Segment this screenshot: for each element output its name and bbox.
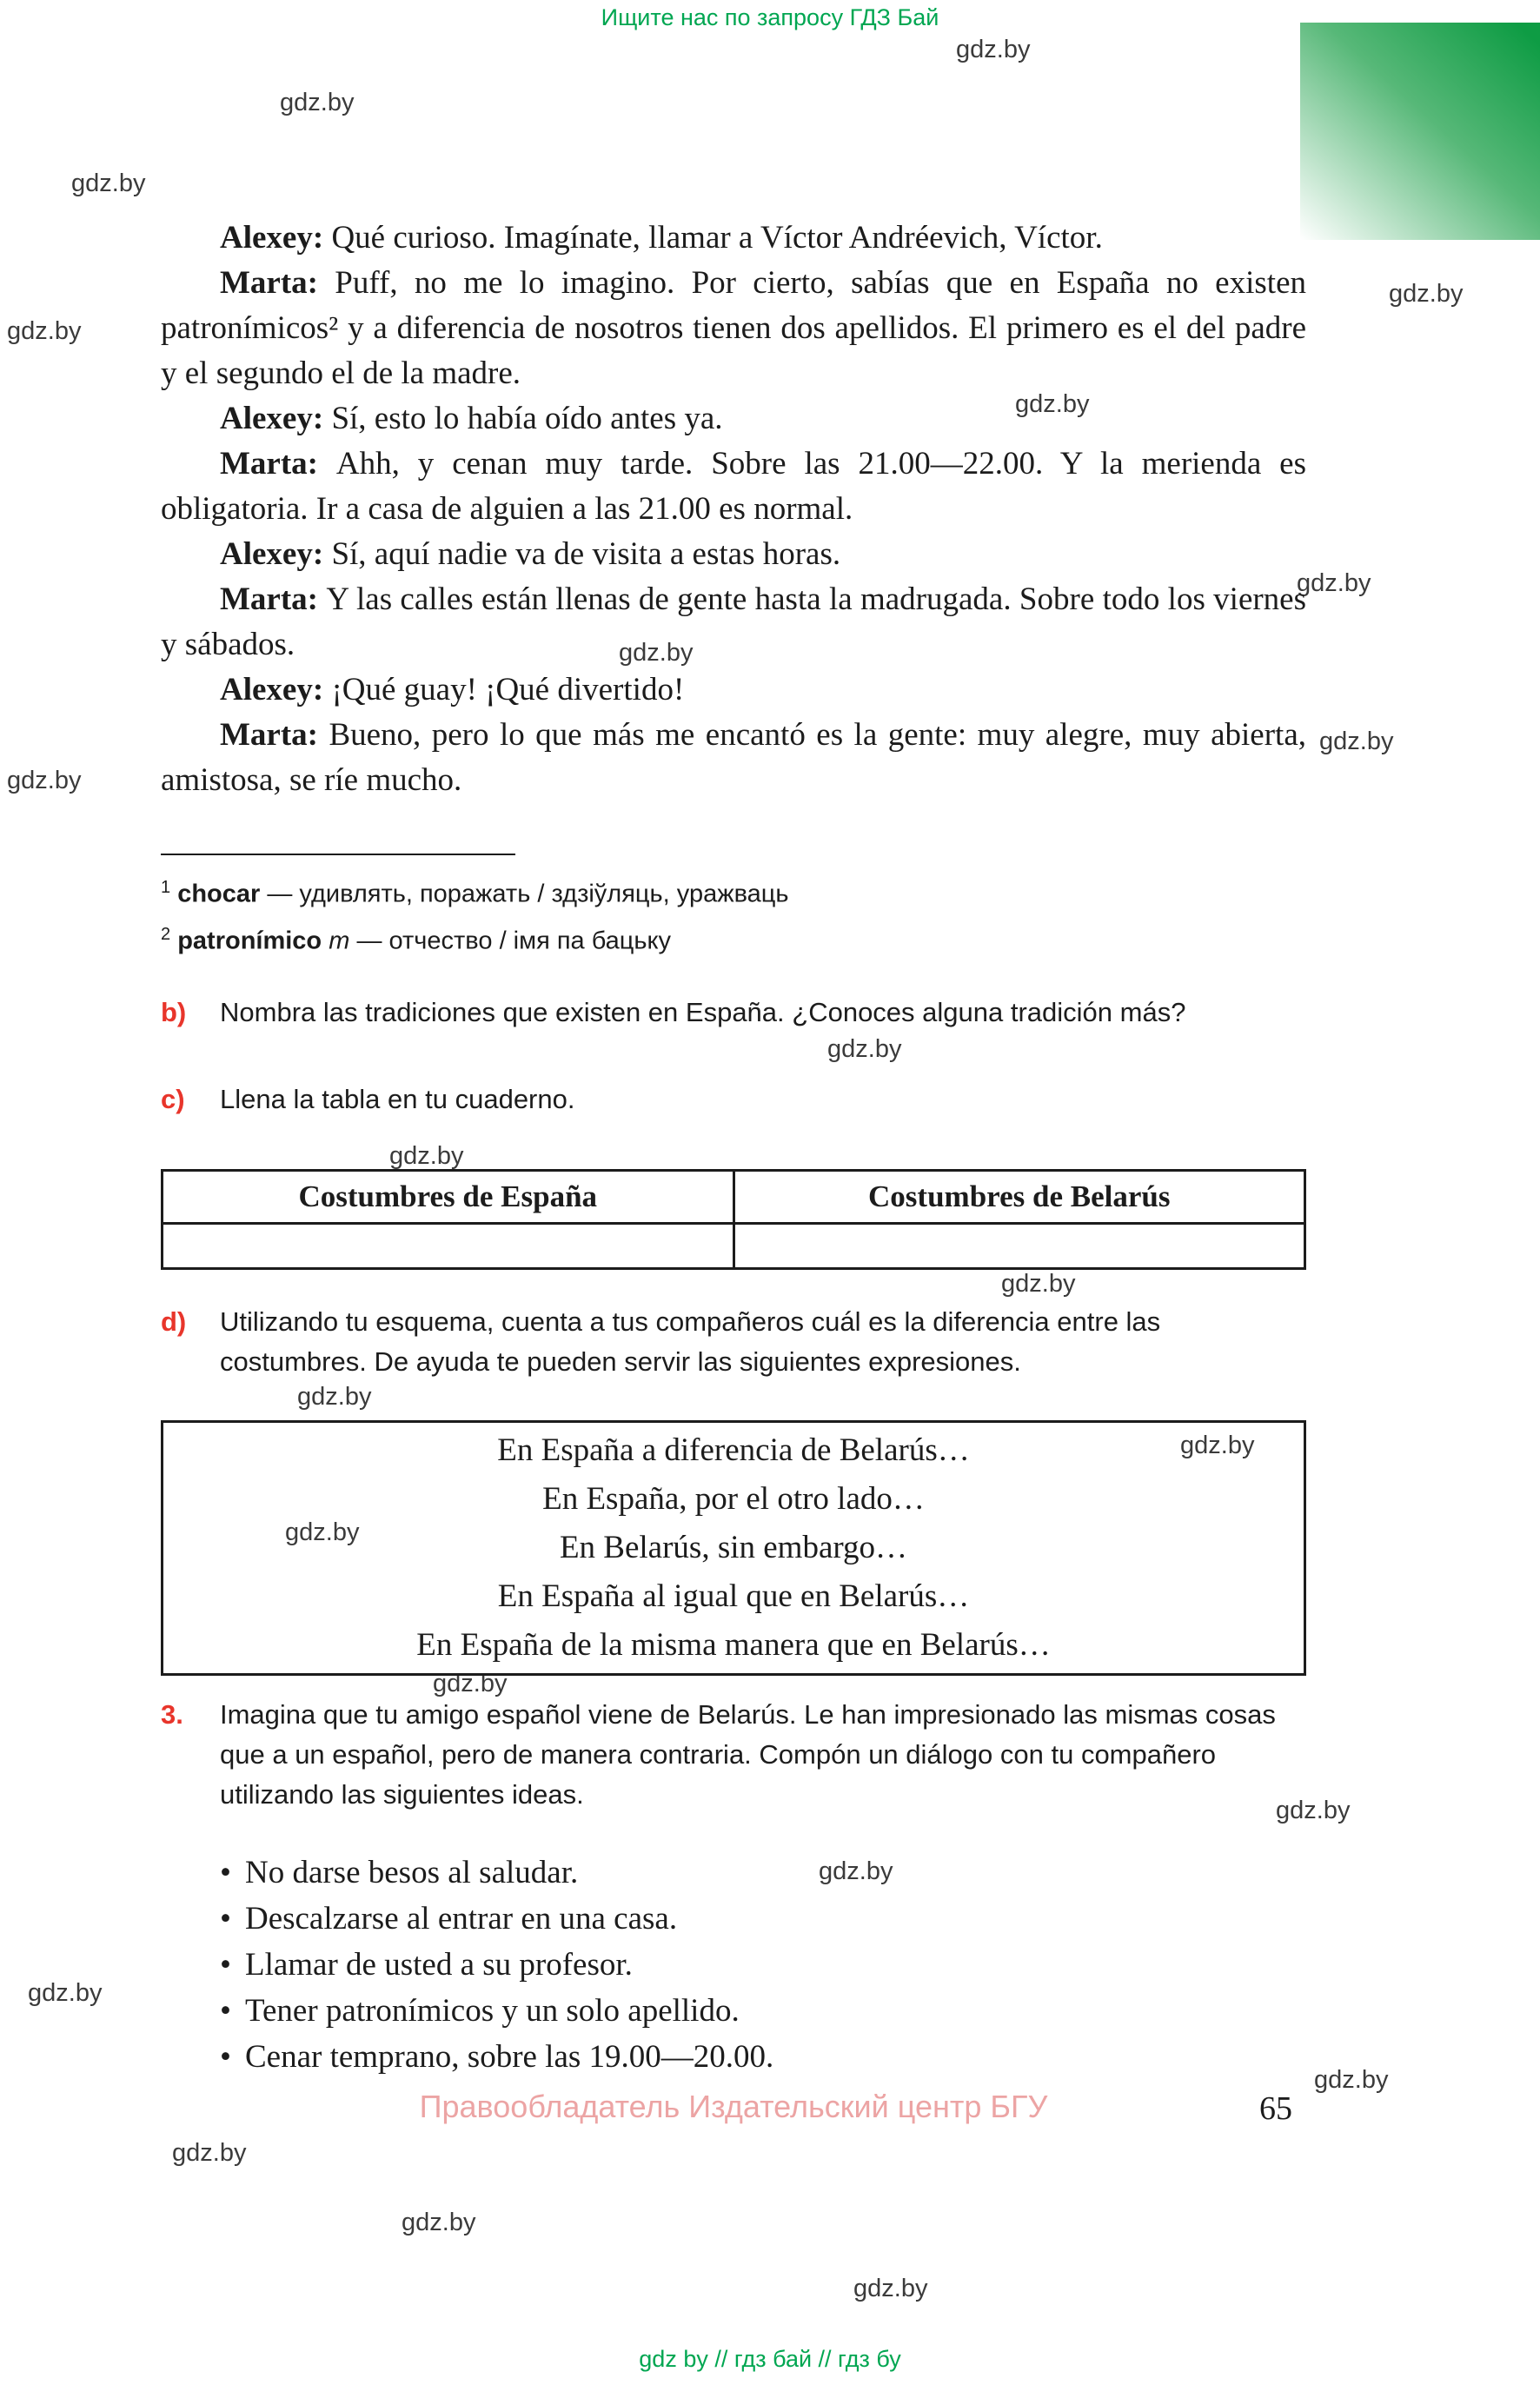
expression-line: En España de la misma manera que en Belarús… [416,1627,1051,1663]
watermark: gdz.by [285,1518,360,1546]
footnote-gender: m [329,927,350,955]
speaker-colon: : [312,401,332,436]
watermark: gdz.by [1001,1270,1076,1298]
footnote-text: — удивлять, поражать / здзіўляць, уражваць [267,880,789,908]
watermark: gdz.by [402,2209,476,2236]
bullet-marker: • [220,1947,231,1983]
dialogue-text: Sí, aquí nadie va de visita a estas horas. [331,536,841,572]
bullet-marker: • [220,1855,231,1890]
speaker-colon: : [307,717,329,753]
dialogue-line [161,668,1306,713]
watermark: gdz.by [956,36,1031,63]
watermark: gdz.by [827,1035,902,1063]
watermark: gdz.by [172,2139,247,2167]
footnote-term: chocar [177,880,261,908]
speaker-name: Alexey [220,401,313,436]
idea-item [161,1988,1306,2034]
watermark: gdz.by [619,639,694,667]
dialogue-text: Ahh, y cenan muy tarde. Sobre las 21.00—22.00. Y la merienda es obligatoria. Ir a casa de alguien a las 21.00 es normal. [161,446,1307,527]
watermark: gdz.by [297,1383,372,1411]
watermark: gdz.by [1276,1797,1351,1824]
dialogue-text: Y las calles están llenas de gente hasta la madrugada. Sobre todo los viernes y sábados. [161,581,1307,662]
table-header-belarus: Costumbres de Belarús [733,1171,1305,1224]
idea-item [161,1942,1306,1988]
speaker-colon: : [307,265,335,301]
task-c-label: c) [161,1084,185,1114]
dialogue-text: Bueno, pero lo que más me encantó es la gente: muy alegre, muy abierta, amistosa, se ríe mucho. [161,717,1306,798]
speaker-name: Alexey [220,672,313,708]
idea-text: Llamar de usted a su profesor. [244,1947,633,1983]
watermark: gdz.by [1015,390,1090,418]
watermark: gdz.by [1389,280,1464,308]
table-section [161,1169,1306,1270]
footnote-text: — отчество / імя па бацьку [356,927,672,955]
footnote-term: patronímico [177,927,322,955]
dialogue-text: ¡Qué guay! ¡Qué divertido! [331,672,685,708]
task-b-label: b) [161,997,187,1027]
dialogue-line [161,442,1306,532]
expression-line: En Belarús, sin embargo… [559,1530,908,1565]
task-3 [161,1695,1306,1815]
expression-line: En España, por el otro lado… [542,1481,925,1517]
task-c-text: Llena la tabla en tu cuaderno. [220,1084,575,1114]
ideas-list [161,1850,1306,2080]
task-d-label: d) [161,1306,187,1337]
speaker-name: Marta [220,265,308,301]
watermark: gdz.by [433,1670,508,1697]
page-footer [161,2088,1306,2140]
task-d-text: Utilizando tu esquema, cuenta a tus compañeros cuál es la diferencia entre las costumbres. De ayuda te pueden servir las siguientes expresiones. [220,1306,1161,1377]
dialogue-text: Qué curioso. Imagínate, llamar a Víctor Andréevich, Víctor. [331,220,1103,256]
watermark: gdz.by [7,317,82,345]
watermark: gdz.by [1314,2066,1389,2094]
dialogue-line [161,532,1306,577]
table-empty-cell [733,1224,1305,1269]
idea-text: Descalzarse al entrar en una casa. [244,1901,678,1937]
dialogue-line [161,261,1306,396]
expression-line: En España al igual que en Belarús… [497,1578,970,1614]
idea-item [161,1850,1306,1896]
watermark: gdz.by [280,89,355,116]
footnote [161,914,1306,961]
footnote-marker: 1 [161,878,171,897]
idea-text: No darse besos al saludar. [244,1855,579,1890]
idea-item [161,2034,1306,2080]
green-gradient-decoration [1300,23,1540,240]
speaker-colon: : [312,536,332,572]
bullet-marker: • [220,2039,231,2075]
watermark: gdz.by [71,169,146,197]
speaker-colon: : [312,672,332,708]
expressions-box [161,1420,1306,1676]
speaker-colon: : [312,220,332,256]
footnote [161,867,1306,914]
costumbres-table [161,1169,1306,1270]
task-d [161,1302,1306,1382]
task-3-label: 3. [161,1699,183,1730]
copyright-text: Правообладатель Издательский центр БГУ [419,2089,1048,2124]
dialogue-line [161,396,1306,442]
speaker-colon: : [307,446,336,482]
top-banner-text: Ищите нас по запросу ГДЗ Бай [601,4,939,30]
watermark: gdz.by [28,1979,103,2007]
dialogue-section [161,216,1306,803]
watermark: gdz.by [7,767,82,794]
watermark: gdz.by [1319,727,1394,755]
watermark: gdz.by [1180,1432,1255,1459]
footnote-marker: 2 [161,924,171,944]
bullet-marker: • [220,1901,231,1937]
table-empty-cell [163,1224,734,1269]
speaker-name: Marta [220,581,308,617]
speaker-name: Alexey [220,536,313,572]
expression-line: En España a diferencia de Belarús… [497,1432,970,1468]
idea-item [161,1896,1306,1942]
speaker-colon: : [307,581,327,617]
speaker-name: Alexey [220,220,313,256]
page-number: 65 [1259,2090,1292,2127]
idea-text: Tener patronímicos y un solo apellido. [244,1993,740,2029]
dialogue-line [161,713,1306,803]
dialogue-line [161,216,1306,261]
dialogue-line [161,577,1306,668]
watermark: gdz.by [853,2275,928,2302]
dialogue-text: Sí, esto lo había oído antes ya. [331,401,723,436]
bullet-marker: • [220,1993,231,2029]
footnote-divider [161,854,515,855]
speaker-name: Marta [220,717,308,753]
speaker-name: Marta [220,446,308,482]
watermark: gdz.by [1297,569,1371,597]
task-b-text: Nombra las tradiciones que existen en España. ¿Conoces alguna tradición más? [220,997,1186,1027]
idea-text: Cenar temprano, sobre las 19.00—20.00. [244,2039,774,2075]
dialogue-text: Puff, no me lo imagino. Por cierto, sabías que en España no existen patronímicos² y a diferencia de nosotros tienen dos apellidos. El primero es el del padre y el segundo el de la madre. [161,265,1306,391]
watermark: gdz.by [819,1857,893,1885]
bottom-links-text: gdz by // гдз бай // гдз бу [639,2346,901,2372]
table-header-espana: Costumbres de España [163,1171,734,1224]
task-b [161,993,1306,1033]
task-c [161,1080,1306,1119]
footnotes-section [161,854,1306,960]
task-3-text: Imagina que tu amigo español viene de Belarús. Le han impresionado las mismas cosas que a un español, pero de manera contraria. Compón un diálogo con tu compañero utilizando las siguientes ideas. [220,1699,1276,1810]
watermark: gdz.by [389,1142,464,1170]
